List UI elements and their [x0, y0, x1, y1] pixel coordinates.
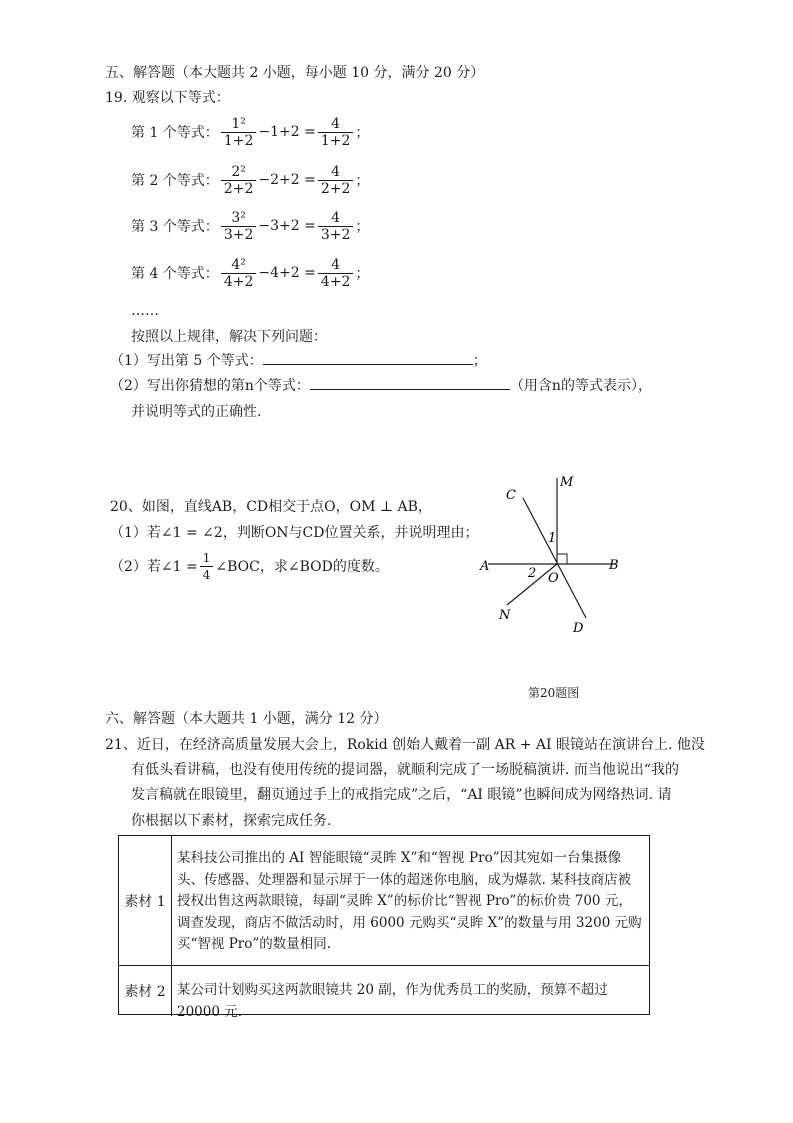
row-content: 某公司计划购买这两款眼镜共 20 副，作为优秀员工的奖励，预算不超过 20000 元. — [177, 982, 608, 1020]
fraction: $\frac{4}{3+2}$ — [318, 210, 354, 243]
label-m: M — [560, 475, 574, 490]
label-angle-2: 2 — [528, 566, 537, 581]
fraction: $\frac{\text{4²}}{4+2}$ — [221, 257, 257, 290]
part-label: （2）写出你猜想的第n个等式： — [110, 378, 310, 394]
answer-blank-1[interactable] — [263, 350, 473, 365]
part-text: ∠BOC，求∠BOD的度数。 — [215, 559, 389, 575]
fraction: $\frac{\text{3²}}{3+2}$ — [221, 210, 257, 243]
question-19-stem: 19. 观察以下等式： — [105, 90, 230, 106]
question-19-part-2-line-2: 并说明等式的正确性. — [131, 404, 262, 420]
line-cd — [523, 498, 586, 618]
label-angle-1: 1 — [548, 531, 557, 546]
equation-end: ； — [355, 173, 370, 189]
materials-table — [118, 835, 650, 1020]
equation-3 — [131, 206, 369, 246]
part-label: （2）若∠1 = — [110, 559, 198, 575]
fraction: $\frac{\text{1²}}{1+2}$ — [221, 116, 257, 149]
row-label: 素材 1 — [119, 836, 172, 965]
instruction: 按照以上规律，解决下列问题： — [131, 329, 327, 345]
equation-end: ； — [355, 266, 370, 282]
equation-middle: −4+2 = — [258, 265, 316, 281]
fraction: $\frac{4}{2+2}$ — [318, 164, 354, 197]
question-20-stem: 20、如图，直线AB，CD相交于点O，OM ⊥ AB， — [110, 499, 432, 515]
table-row — [119, 836, 649, 966]
section-title: 五、解答题（本大题共 2 小题，每小题 10 分，满分 20 分） — [105, 65, 485, 81]
equation-label: 第 1 个等式： — [131, 125, 219, 141]
equation-1 — [131, 112, 369, 152]
question-21-line-1: 21、近日，在经济高质量发展大会上，Rokid 创始人戴着一副 AR + AI 眼镜站在演讲台上. 他没 — [105, 737, 705, 753]
question-20-part-1: （1）若∠1 = ∠2，判断ON与CD位置关系，并说明理由； — [110, 525, 479, 541]
equation-middle: −1+2 = — [258, 124, 316, 140]
label-n: N — [499, 608, 511, 623]
part-label: （1）写出第 5 个等式： — [110, 353, 263, 369]
label-o: O — [548, 571, 559, 586]
question-21-line-2: 有低头看讲稿，也没有使用传统的提词器，就顺利完成了一场脱稿演讲. 而当他说出“我的 — [131, 762, 680, 778]
label-a: A — [480, 559, 490, 574]
fraction: $\frac{1}{4}$ — [200, 550, 214, 583]
question-21-line-3: 发言稿就在眼镜里，翻页通过手上的戒指完成”之后，“AI 眼镜”也瞬间成为网络热词. 请 — [131, 787, 672, 803]
figure-caption: 第20题图 — [528, 686, 580, 700]
question-19-part-2 — [110, 375, 652, 395]
ellipsis: …… — [131, 303, 159, 319]
geometry-figure — [470, 470, 640, 645]
equation-end: ； — [355, 219, 370, 235]
label-c: C — [506, 488, 516, 503]
equation-label: 第 4 个等式： — [131, 266, 219, 282]
fraction: $\frac{\text{2²}}{2+2}$ — [221, 164, 257, 197]
label-b: B — [609, 558, 619, 573]
equation-label: 第 3 个等式： — [131, 219, 219, 235]
part-end: ； — [472, 353, 487, 369]
equation-label: 第 2 个等式： — [131, 173, 219, 189]
row-content: 某科技公司推出的 AI 智能眼镜“灵眸 X”和“智视 Pro”因其宛如一台集摄像头、传感器、处理器和显示屏于一体的超迷你电脑，成为爆款. 某科技商店被授权出售这两款眼镜，每副“灵眸 X”的标价比“智视 Pro”的标价贵 700 元，调查发现，商店不做活动时，用 6000 元购买“灵眸 X”的数量与用 3200 元购买“智视 Pro”的数量相同. — [177, 850, 642, 952]
part-end: （用含n的等式表示）， — [509, 378, 652, 394]
question-21-line-4: 你根据以下素材，探索完成任务. — [131, 813, 332, 829]
equation-end: ； — [355, 125, 370, 141]
section-title: 六、解答题（本大题共 1 小题，满分 12 分） — [105, 711, 388, 727]
question-19-part-1 — [110, 350, 487, 370]
answer-blank-2[interactable] — [310, 375, 510, 390]
equation-4 — [131, 253, 369, 293]
table-row — [119, 966, 649, 1020]
fraction: $\frac{4}{4+2}$ — [318, 257, 354, 290]
equation-middle: −3+2 = — [258, 218, 316, 234]
question-20-part-2 — [110, 548, 389, 584]
fraction: $\frac{4}{1+2}$ — [318, 116, 354, 149]
label-d: D — [573, 621, 584, 636]
right-angle-mark — [557, 554, 567, 564]
equation-middle: −2+2 = — [258, 172, 316, 188]
equation-2 — [131, 160, 369, 200]
row-label: 素材 2 — [119, 966, 172, 1016]
